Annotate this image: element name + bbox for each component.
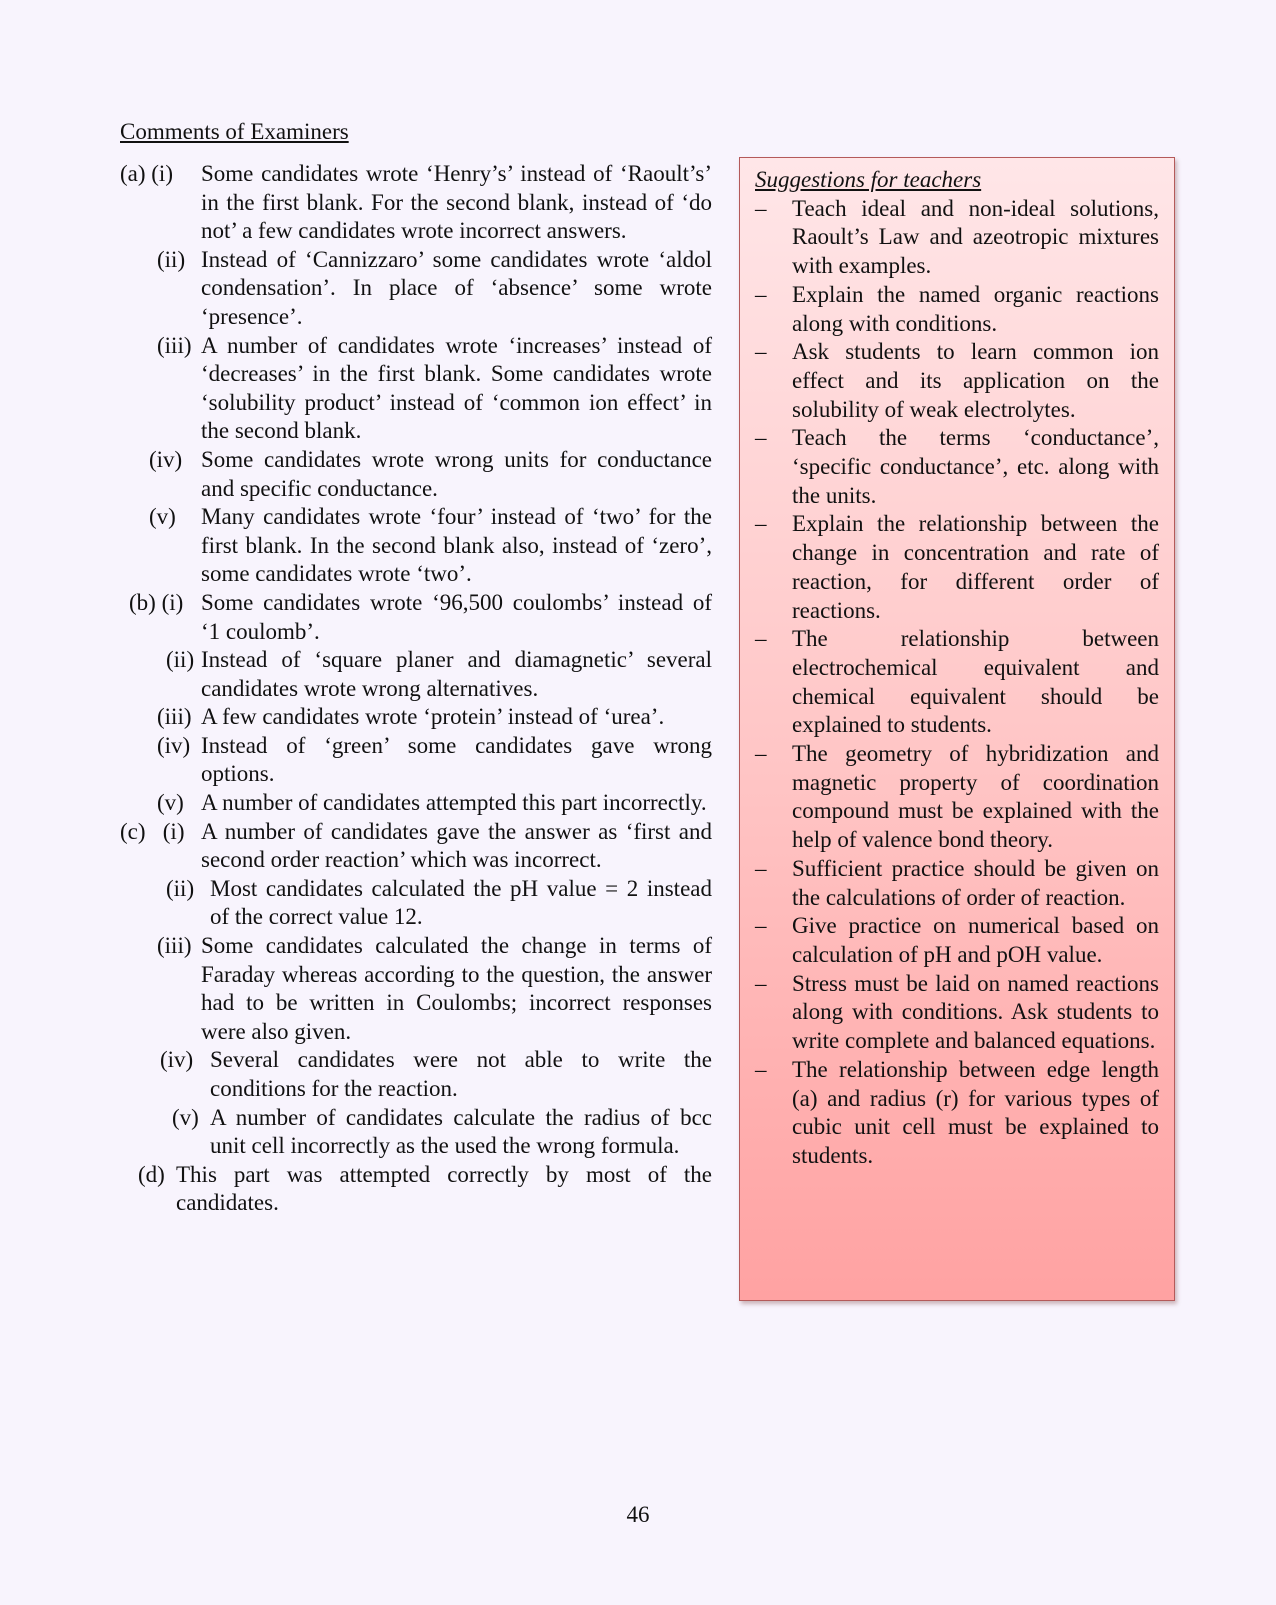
- comment-b-i: [120, 589, 712, 646]
- suggestion-text: Teach ideal and non-ideal solutions, Raoult’s Law and azeotropic mixtures with examples.: [792, 195, 1159, 279]
- suggestion-item: [755, 625, 1159, 740]
- comment-text: Some candidates wrote wrong units for conductance and specific conductance.: [201, 446, 712, 501]
- comment-c-i: [120, 818, 712, 875]
- comment-text: A few candidates wrote ‘protein’ instead of ‘urea’.: [201, 704, 665, 730]
- suggestion-item: [755, 281, 1159, 338]
- comment-text: Many candidates wrote ‘four’ instead of ‘two’ for the first blank. In the second blank also, instead of ‘zero’, some candidates wrote ‘two’.: [201, 504, 712, 587]
- comment-c-ii: [120, 875, 712, 932]
- suggestion-text: The relationship between edge length (a) and radius (r) for various types of cubic unit cell must be explained to students.: [792, 1056, 1159, 1168]
- comment-text: A number of candidates gave the answer as ‘first and second order reaction’ which was incorrect.: [201, 818, 712, 873]
- comment-a-iii: [120, 332, 712, 446]
- comment-text: Instead of ‘square planer and diamagnetic’ several candidates wrote wrong alternatives.: [201, 647, 712, 701]
- suggestion-text: Explain the named organic reactions along with conditions.: [792, 281, 1159, 336]
- dash-bullet: –: [755, 626, 767, 652]
- dash-bullet: –: [755, 970, 767, 996]
- page-number: 46: [626, 1502, 650, 1527]
- comment-label: (v): [157, 790, 184, 816]
- comment-label: (a) (i): [120, 161, 173, 186]
- comment-b-v: [120, 789, 712, 818]
- suggestion-item: [755, 510, 1159, 625]
- comment-b-iv: [120, 732, 712, 789]
- examiner-comments: [120, 160, 712, 1218]
- page-title: Comments of Examiners: [120, 119, 349, 144]
- dash-bullet: –: [755, 855, 767, 881]
- dash-bullet: –: [755, 913, 767, 939]
- suggestions-title: Suggestions for teachers: [755, 167, 982, 192]
- suggestion-text: Ask students to learn common ion effect and its application on the solubility of weak electrolytes.: [792, 339, 1159, 422]
- comment-text: Several candidates were not able to write the conditions for the reaction.: [210, 1047, 712, 1101]
- comment-text: This part was attempted correctly by most of the candidates.: [176, 1161, 712, 1216]
- comment-text: A number of candidates attempted this part incorrectly.: [201, 790, 707, 816]
- comment-label: (d): [138, 1161, 165, 1187]
- suggestion-item: [755, 424, 1159, 510]
- suggestions-box: [739, 157, 1175, 1301]
- comment-text: Some candidates wrote ‘Henry’s’ instead of ‘Raoult’s’ in the first blank. For the second blank, instead of ‘do not’ a few candidates wrote incorrect answers.: [201, 161, 712, 244]
- dash-bullet: –: [755, 1056, 767, 1082]
- comment-b-iii: [120, 703, 712, 732]
- comment-text: Some candidates calculated the change in terms of Faraday whereas according to the question, the answer had to be written in Coulombs; incorrect responses were also given.: [201, 933, 712, 1044]
- comment-label: (v): [172, 1104, 199, 1130]
- suggestion-text: Stress must be laid on named reactions along with conditions. Ask students to write complete and balanced equations.: [792, 970, 1159, 1054]
- comment-text: Instead of ‘green’ some candidates gave wrong options.: [201, 732, 712, 787]
- comment-c-iv: [120, 1046, 712, 1103]
- comment-label: (iii): [157, 704, 192, 730]
- comment-c-v: [120, 1104, 712, 1161]
- suggestion-item: [755, 912, 1159, 969]
- suggestion-text: Sufficient practice should be given on the calculations of order of reaction.: [792, 855, 1159, 910]
- dash-bullet: –: [755, 195, 767, 221]
- dash-bullet: –: [755, 281, 767, 307]
- comment-c-iii: [120, 932, 712, 1046]
- comment-b-ii: [120, 646, 712, 703]
- comment-text: Instead of ‘Cannizzaro’ some candidates wrote ‘aldol condensation’. In place of ‘absence’ some wrote ‘presence’.: [201, 246, 712, 329]
- comment-d: [120, 1161, 712, 1218]
- suggestion-item: [755, 195, 1159, 281]
- comment-text: A number of candidates wrote ‘increases’ instead of ‘decreases’ in the first blank. Some candidates wrote ‘solubility product’ instead of ‘common ion effect’ in the second blank.: [201, 332, 712, 444]
- comment-a-ii: [120, 246, 712, 332]
- suggestion-text: Teach the terms ‘conductance’, ‘specific conductance’, etc. along with the units.: [792, 425, 1159, 508]
- comment-label: (iv): [160, 1047, 194, 1073]
- comment-label: (iii): [157, 933, 192, 959]
- comment-text: Some candidates wrote ‘96,500 coulombs’ instead of ‘1 coulomb’.: [201, 589, 712, 644]
- comment-label: (b) (i): [129, 589, 184, 615]
- suggestion-text: Explain the relationship between the change in concentration and rate of reaction, for different order of reactions.: [792, 511, 1159, 623]
- comment-label: (ii): [157, 246, 186, 272]
- suggestion-text: Give practice on numerical based on calculation of pH and pOH value.: [792, 913, 1159, 967]
- dash-bullet: –: [755, 741, 767, 767]
- comment-text: A number of candidates calculate the radius of bcc unit cell incorrectly as the used the wrong formula.: [210, 1104, 712, 1159]
- dash-bullet: –: [755, 511, 767, 537]
- suggestion-text: The geometry of hybridization and magnetic property of coordination compound must be explained with the help of valence bond theory.: [792, 741, 1159, 853]
- suggestion-item: [755, 740, 1159, 855]
- comment-label: (ii): [166, 875, 195, 901]
- suggestion-item: [755, 855, 1159, 912]
- comment-text: Most candidates calculated the pH value = 2 instead of the correct value 12.: [210, 875, 712, 930]
- comment-a-v: [120, 503, 712, 589]
- suggestion-item: [755, 1056, 1159, 1171]
- comment-a-iv: [120, 446, 712, 503]
- suggestion-item: [755, 338, 1159, 424]
- comment-label: (ii): [166, 647, 195, 673]
- comment-a-i: [120, 160, 712, 246]
- dash-bullet: –: [755, 339, 767, 365]
- suggestion-item: [755, 970, 1159, 1056]
- comment-label: (c) (i): [120, 818, 185, 844]
- comment-label: (iv): [149, 446, 183, 472]
- comment-label: (iii): [157, 332, 192, 358]
- comment-label: (iv): [157, 732, 191, 758]
- comment-label: (v): [149, 504, 176, 530]
- suggestion-text: The relationship between electrochemical equivalent and chemical equivalent should be explained to students.: [792, 626, 1159, 738]
- dash-bullet: –: [755, 425, 767, 451]
